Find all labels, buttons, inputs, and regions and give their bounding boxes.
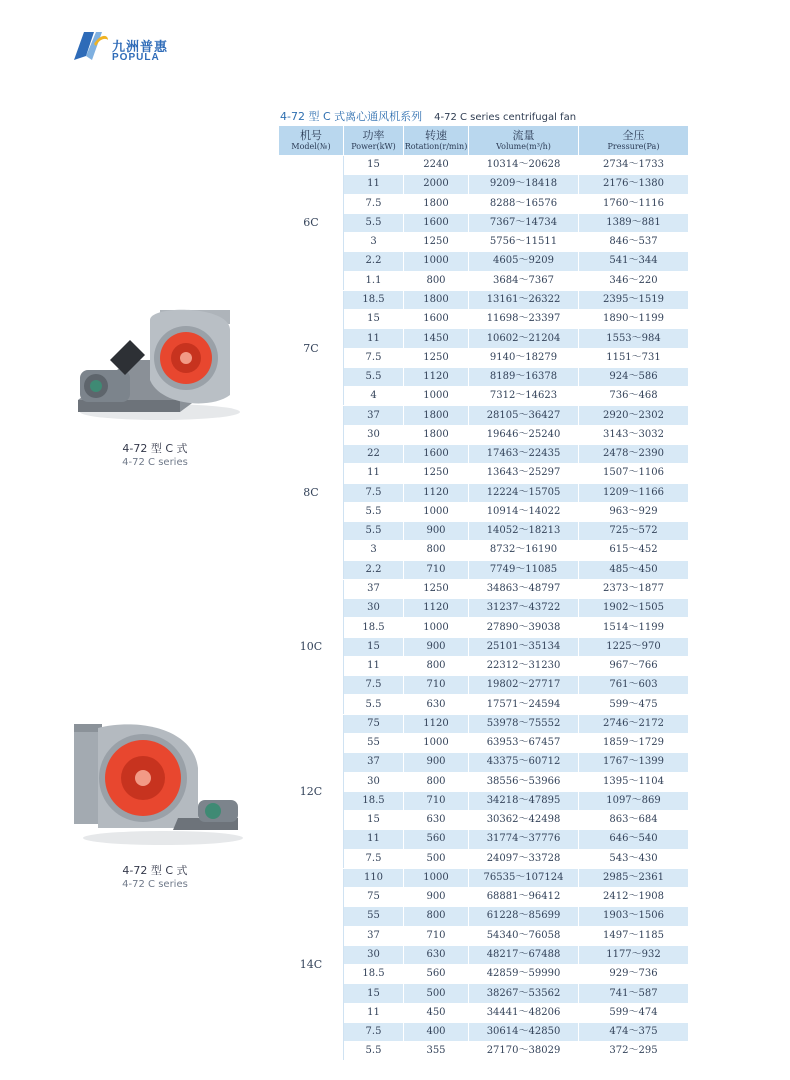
- pressure-cell: 967～766: [579, 656, 689, 675]
- rotation-cell: 710: [404, 791, 469, 810]
- pressure-cell: 2746～2172: [579, 714, 689, 733]
- fan-image-bottom: [68, 718, 243, 848]
- rotation-cell: 1250: [404, 464, 469, 483]
- volume-cell: 9209～18418: [469, 175, 579, 194]
- power-cell: 37: [344, 579, 404, 598]
- pressure-cell: 1514～1199: [579, 618, 689, 637]
- volume-cell: 54340～76058: [469, 926, 579, 945]
- volume-cell: 38267～53562: [469, 984, 579, 1003]
- power-cell: 18.5: [344, 290, 404, 309]
- rotation-cell: 560: [404, 830, 469, 849]
- power-cell: 15: [344, 156, 404, 175]
- pressure-cell: 963～929: [579, 502, 689, 521]
- pressure-cell: 1767～1399: [579, 753, 689, 772]
- rotation-cell: 1250: [404, 579, 469, 598]
- volume-cell: 28105～36427: [469, 406, 579, 425]
- title-en: 4-72 C series centrifugal fan: [434, 112, 577, 123]
- rotation-cell: 1800: [404, 425, 469, 444]
- model-cell: 14C: [279, 868, 344, 1061]
- pressure-cell: 1507～1106: [579, 464, 689, 483]
- power-cell: 75: [344, 714, 404, 733]
- model-cell: 12C: [279, 714, 344, 868]
- pressure-cell: 1553～984: [579, 329, 689, 348]
- brand-name-en: POPULA: [112, 52, 160, 63]
- pressure-cell: 1151～731: [579, 348, 689, 367]
- pressure-cell: 736～468: [579, 387, 689, 406]
- pressure-cell: 2412～1908: [579, 888, 689, 907]
- rotation-cell: 1600: [404, 444, 469, 463]
- volume-cell: 42859～59990: [469, 965, 579, 984]
- model-cell: 10C: [279, 579, 344, 714]
- volume-cell: 43375～60712: [469, 753, 579, 772]
- volume-cell: 17571～24594: [469, 695, 579, 714]
- power-cell: 37: [344, 753, 404, 772]
- power-cell: 15: [344, 811, 404, 830]
- volume-cell: 13643～25297: [469, 464, 579, 483]
- rotation-cell: 1600: [404, 213, 469, 232]
- volume-cell: 30362～42498: [469, 811, 579, 830]
- pressure-cell: 2985～2361: [579, 868, 689, 887]
- volume-cell: 53978～75552: [469, 714, 579, 733]
- power-cell: 55: [344, 733, 404, 752]
- pressure-cell: 1225～970: [579, 637, 689, 656]
- volume-cell: 22312～31230: [469, 656, 579, 675]
- power-cell: 37: [344, 406, 404, 425]
- volume-cell: 68881～96412: [469, 888, 579, 907]
- power-cell: 7.5: [344, 194, 404, 213]
- rotation-cell: 1120: [404, 483, 469, 502]
- caption-bottom: [95, 862, 215, 890]
- power-cell: 7.5: [344, 483, 404, 502]
- volume-cell: 34218～47895: [469, 791, 579, 810]
- rotation-cell: 560: [404, 965, 469, 984]
- caption-top-cn: 4-72 型 C 式: [122, 442, 188, 455]
- power-cell: 5.5: [344, 1042, 404, 1061]
- power-cell: 3: [344, 541, 404, 560]
- power-cell: 18.5: [344, 618, 404, 637]
- power-cell: 18.5: [344, 791, 404, 810]
- power-cell: 11: [344, 329, 404, 348]
- pressure-cell: 1902～1505: [579, 599, 689, 618]
- rotation-cell: 900: [404, 637, 469, 656]
- volume-cell: 8189～16378: [469, 367, 579, 386]
- power-cell: 55: [344, 907, 404, 926]
- power-cell: 30: [344, 425, 404, 444]
- power-cell: 5.5: [344, 522, 404, 541]
- volume-cell: 11698～23397: [469, 310, 579, 329]
- pressure-cell: 863～684: [579, 811, 689, 830]
- power-cell: 5.5: [344, 695, 404, 714]
- power-cell: 2.2: [344, 252, 404, 271]
- pressure-cell: 1890～1199: [579, 310, 689, 329]
- volume-cell: 27170～38029: [469, 1042, 579, 1061]
- power-cell: 37: [344, 926, 404, 945]
- pressure-cell: 1859～1729: [579, 733, 689, 752]
- brand-name-cn: 九洲普惠: [112, 40, 169, 55]
- power-cell: 11: [344, 656, 404, 675]
- volume-cell: 19802～27717: [469, 676, 579, 695]
- rotation-cell: 1250: [404, 348, 469, 367]
- pressure-cell: 725～572: [579, 522, 689, 541]
- volume-cell: 12224～15705: [469, 483, 579, 502]
- pressure-cell: 1497～1185: [579, 926, 689, 945]
- header-rotation: 转速 Rotation(r/min): [404, 126, 469, 156]
- pressure-cell: 2373～1877: [579, 579, 689, 598]
- pressure-cell: 615～452: [579, 541, 689, 560]
- volume-cell: 24097～33728: [469, 849, 579, 868]
- pressure-cell: 372～295: [579, 1042, 689, 1061]
- pressure-cell: 2395～1519: [579, 290, 689, 309]
- pressure-cell: 485～450: [579, 560, 689, 579]
- pressure-cell: 1389～881: [579, 213, 689, 232]
- pressure-cell: 1209～1166: [579, 483, 689, 502]
- pressure-cell: 846～537: [579, 233, 689, 252]
- table-row: [279, 579, 689, 598]
- header-model: 机号 Model(№): [279, 126, 344, 156]
- pressure-cell: 924～586: [579, 367, 689, 386]
- power-cell: 75: [344, 888, 404, 907]
- power-cell: 18.5: [344, 965, 404, 984]
- power-cell: 22: [344, 444, 404, 463]
- volume-cell: 10602～21204: [469, 329, 579, 348]
- caption-bottom-en: 4-72 C series: [122, 879, 188, 890]
- rotation-cell: 630: [404, 945, 469, 964]
- power-cell: 11: [344, 1003, 404, 1022]
- power-cell: 30: [344, 945, 404, 964]
- volume-cell: 10914～14022: [469, 502, 579, 521]
- rotation-cell: 1000: [404, 868, 469, 887]
- rotation-cell: 1000: [404, 733, 469, 752]
- pressure-cell: 2920～2302: [579, 406, 689, 425]
- rotation-cell: 355: [404, 1042, 469, 1061]
- fan-image-top: [70, 300, 240, 425]
- volume-cell: 10314～20628: [469, 156, 579, 175]
- volume-cell: 34441～48206: [469, 1003, 579, 1022]
- volume-cell: 76535～107124: [469, 868, 579, 887]
- pressure-cell: 599～474: [579, 1003, 689, 1022]
- rotation-cell: 1800: [404, 406, 469, 425]
- pressure-cell: 1097～869: [579, 791, 689, 810]
- power-cell: 5.5: [344, 502, 404, 521]
- header-power: 功率 Power(kW): [344, 126, 404, 156]
- pressure-cell: 2478～2390: [579, 444, 689, 463]
- rotation-cell: 500: [404, 984, 469, 1003]
- rotation-cell: 1600: [404, 310, 469, 329]
- table-row: [279, 290, 689, 309]
- volume-cell: 38556～53966: [469, 772, 579, 791]
- volume-cell: 31774～37776: [469, 830, 579, 849]
- rotation-cell: 400: [404, 1022, 469, 1041]
- rotation-cell: 1000: [404, 387, 469, 406]
- model-cell: 8C: [279, 406, 344, 579]
- rotation-cell: 1250: [404, 233, 469, 252]
- pressure-cell: 599～475: [579, 695, 689, 714]
- caption-top-en: 4-72 C series: [122, 457, 188, 468]
- power-cell: 7.5: [344, 676, 404, 695]
- power-cell: 30: [344, 772, 404, 791]
- power-cell: 5.5: [344, 367, 404, 386]
- rotation-cell: 1800: [404, 290, 469, 309]
- power-cell: 7.5: [344, 1022, 404, 1041]
- rotation-cell: 1000: [404, 618, 469, 637]
- header-volume: 流量 Volume(m³/h): [469, 126, 579, 156]
- pressure-cell: 646～540: [579, 830, 689, 849]
- volume-cell: 48217～67488: [469, 945, 579, 964]
- rotation-cell: 710: [404, 926, 469, 945]
- pressure-cell: 543～430: [579, 849, 689, 868]
- volume-cell: 8288～16576: [469, 194, 579, 213]
- table-header-row: [279, 126, 689, 156]
- rotation-cell: 1120: [404, 714, 469, 733]
- rotation-cell: 710: [404, 676, 469, 695]
- volume-cell: 8732～16190: [469, 541, 579, 560]
- power-cell: 15: [344, 984, 404, 1003]
- rotation-cell: 1120: [404, 599, 469, 618]
- power-cell: 15: [344, 310, 404, 329]
- power-cell: 7.5: [344, 348, 404, 367]
- rotation-cell: 630: [404, 811, 469, 830]
- volume-cell: 14052～18213: [469, 522, 579, 541]
- power-cell: 15: [344, 637, 404, 656]
- rotation-cell: 1000: [404, 502, 469, 521]
- power-cell: 3: [344, 233, 404, 252]
- table-row: [279, 714, 689, 733]
- rotation-cell: 800: [404, 907, 469, 926]
- model-cell: 6C: [279, 156, 344, 291]
- pressure-cell: 3143～3032: [579, 425, 689, 444]
- pressure-cell: 741～587: [579, 984, 689, 1003]
- rotation-cell: 900: [404, 888, 469, 907]
- rotation-cell: 1000: [404, 252, 469, 271]
- rotation-cell: 450: [404, 1003, 469, 1022]
- volume-cell: 9140～18279: [469, 348, 579, 367]
- pressure-cell: 929～736: [579, 965, 689, 984]
- caption-bottom-cn: 4-72 型 C 式: [122, 864, 188, 877]
- power-cell: 11: [344, 175, 404, 194]
- volume-cell: 7367～14734: [469, 213, 579, 232]
- rotation-cell: 800: [404, 656, 469, 675]
- pressure-cell: 2176～1380: [579, 175, 689, 194]
- power-cell: 1.1: [344, 271, 404, 290]
- power-cell: 4: [344, 387, 404, 406]
- pressure-cell: 1760～1116: [579, 194, 689, 213]
- power-cell: 110: [344, 868, 404, 887]
- table-row: [279, 406, 689, 425]
- caption-top: [95, 440, 215, 468]
- pressure-cell: 2734～1733: [579, 156, 689, 175]
- rotation-cell: 2240: [404, 156, 469, 175]
- power-cell: 7.5: [344, 849, 404, 868]
- rotation-cell: 630: [404, 695, 469, 714]
- logo-mark-icon: [70, 26, 110, 66]
- header-pressure: 全压 Pressure(Pa): [579, 126, 689, 156]
- rotation-cell: 1120: [404, 367, 469, 386]
- volume-cell: 13161～26322: [469, 290, 579, 309]
- rotation-cell: 800: [404, 541, 469, 560]
- volume-cell: 25101～35134: [469, 637, 579, 656]
- volume-cell: 7312～14623: [469, 387, 579, 406]
- power-cell: 11: [344, 464, 404, 483]
- volume-cell: 3684～7367: [469, 271, 579, 290]
- power-cell: 11: [344, 830, 404, 849]
- rotation-cell: 900: [404, 522, 469, 541]
- volume-cell: 17463～22435: [469, 444, 579, 463]
- volume-cell: 19646～25240: [469, 425, 579, 444]
- volume-cell: 4605～9209: [469, 252, 579, 271]
- rotation-cell: 900: [404, 753, 469, 772]
- spec-table: [278, 125, 689, 1061]
- brand-logo: [70, 26, 200, 66]
- volume-cell: 63953～67457: [469, 733, 579, 752]
- volume-cell: 27890～39038: [469, 618, 579, 637]
- rotation-cell: 1800: [404, 194, 469, 213]
- pressure-cell: 761～603: [579, 676, 689, 695]
- rotation-cell: 710: [404, 560, 469, 579]
- table-row: [279, 156, 689, 175]
- volume-cell: 7749～11085: [469, 560, 579, 579]
- power-cell: 2.2: [344, 560, 404, 579]
- rotation-cell: 1450: [404, 329, 469, 348]
- rotation-cell: 500: [404, 849, 469, 868]
- title-cn: 4-72 型 C 式离心通风机系列: [280, 110, 423, 123]
- page-title: [280, 108, 576, 124]
- table-row: [279, 868, 689, 887]
- volume-cell: 31237～43722: [469, 599, 579, 618]
- rotation-cell: 2000: [404, 175, 469, 194]
- rotation-cell: 800: [404, 271, 469, 290]
- pressure-cell: 1903～1506: [579, 907, 689, 926]
- volume-cell: 5756～11511: [469, 233, 579, 252]
- power-cell: 5.5: [344, 213, 404, 232]
- pressure-cell: 1395～1104: [579, 772, 689, 791]
- power-cell: 30: [344, 599, 404, 618]
- model-cell: 7C: [279, 290, 344, 406]
- pressure-cell: 474～375: [579, 1022, 689, 1041]
- pressure-cell: 346～220: [579, 271, 689, 290]
- rotation-cell: 800: [404, 772, 469, 791]
- volume-cell: 30614～42850: [469, 1022, 579, 1041]
- pressure-cell: 541～344: [579, 252, 689, 271]
- volume-cell: 34863～48797: [469, 579, 579, 598]
- pressure-cell: 1177～932: [579, 945, 689, 964]
- volume-cell: 61228～85699: [469, 907, 579, 926]
